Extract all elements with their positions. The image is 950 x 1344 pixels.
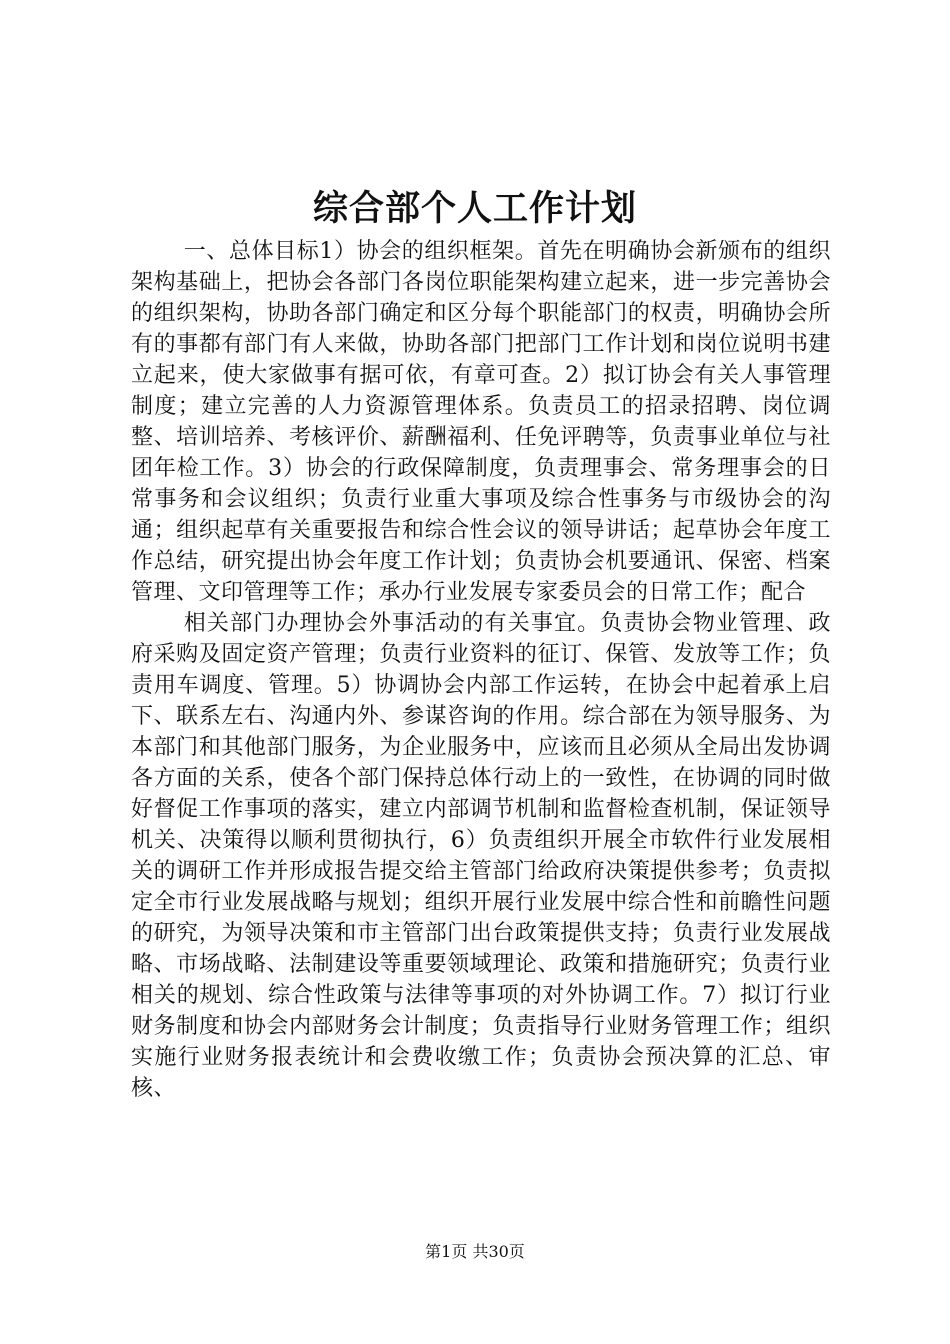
paragraph: 一、总体目标1）协会的组织框架。首先在明确协会新颁布的组织架构基础上，把协会各部门各岗位职能架构建立起来，进一步完善协会的组织架构，协助各部门确定和区分每个职能部门的权责，明确协会所有的事都有部门有人来做，协助各部门把部门工作计划和岗位说明书建立起来，使大家做事有据可依，有章可查。2）拟订协会有关人事管理制度；建立完善的人力资源管理体系。负责员工的招录招聘、岗位调整、培训培养、考核评价、薪酬福利、任免评聘等，负责事业单位与社团年检工作。3）协会的行政保障制度，负责理事会、常务理事会的日常事务和会议组织；负责行业重大事项及综合性事务与市级协会的沟通；组织起草有关重要报告和综合性会议的领导讲话；起草协会年度工作总结，研究提出协会年度工作计划；负责协会机要通讯、保密、档案管理、文印管理等工作；承办行业发展专家委员会的日常工作；配合 xyxy=(131,239,831,605)
paragraph: 相关部门办理协会外事活动的有关事宜。负责协会物业管理、政府采购及固定资产管理；负责行业资料的征订、保管、发放等工作；负责用车调度、管理。5）协调协会内部工作运转，在协会中起着承上启下、联系左右、沟通内外、参谋咨询的作用。综合部在为领导服务、为本部门和其他部门服务，为企业服务中，应该而且必须从全局出发协调各方面的关系，使各个部门保持总体行动上的一致性，在协调的同时做好督促工作事项的落实，建立内部调节机制和监督检查机制，保证领导机关、决策得以顺利贯彻执行，6）负责组织开展全市软件行业发展相关的调研工作并形成报告提交给主管部门给政府决策提供参考；负责拟定全市行业发展战略与规划；组织开展行业发展中综合性和前瞻性问题的研究，为领导决策和市主管部门出台政策提供支持；负责行业发展战略、市场战略、法制建设等重要领域理论、政策和措施研究；负责行业相关的规划、综合性政策与法律等事项的对外协调工作。7）拟订行业财务制度和协会内部财务会计制度；负责指导行业财务管理工作；组织实施行业财务报表统计和会费收缴工作；负责协会预决算的汇总、审核、 xyxy=(131,611,831,1101)
document-body xyxy=(131,236,831,1104)
page-number: 第1页 共30页 xyxy=(425,1242,525,1261)
page-footer xyxy=(0,1240,950,1264)
document-title: 综合部个人工作计划 xyxy=(312,188,637,229)
